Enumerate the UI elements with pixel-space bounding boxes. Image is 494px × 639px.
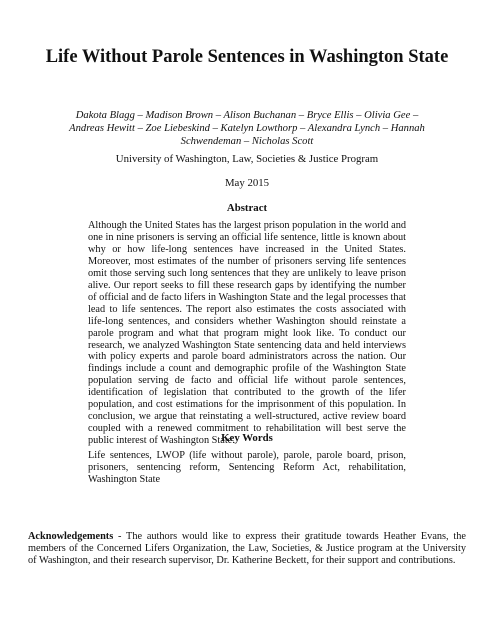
- keywords-body: Life sentences, LWOP (life without parole), parole, parole board, prison, prisoners, sentencing reform, Sentencing Reform Act, rehabilitation, Washington State: [88, 450, 406, 485]
- keywords-heading: Key Words: [221, 432, 273, 444]
- acknowledgements-label: Acknowledgements: [28, 531, 114, 542]
- abstract-heading: Abstract: [226, 202, 268, 214]
- affiliation: University of Washington, Law, Societies & Justice Program: [115, 153, 379, 165]
- acknowledgements: [28, 531, 466, 567]
- abstract-body: Although the United States has the largest prison population in the world and one in nine prisoners is serving an official life sentence, little is known about why or how life-long sentences have increased in the United States. Moreover, most estimates of the number of prisoners serving life sentences omit those serving such long sentences that they are unlikely to leave prison alive. Our report seeks to fill these research gaps by identifying the number of official and de facto lifers in Washington State and the legal processes that lead to life sentences. The report also estimates the costs associated with life-long sentences, and considers whether Washington should reinstate a parole program and what that program might look like. To conduct our research, we analyzed Washington State sentencing data and held interviews with policy experts and parole board administrators across the nation. Our findings include a count and demographic profile of the Washington State population serving de facto and official life without parole sentences, identification of legislation that contributed to the growth of the lifer population, and cost estimations for the imprisonment of this population. In conclusion, we argue that reinstating a well-structured, active review board coupled with a renewed commitment to rehabilitation will best serve the public interest of Washington State.: [88, 220, 406, 447]
- author-list: Dakota Blagg – Madison Brown – Alison Buchanan – Bryce Ellis – Olivia Gee – Andreas Hewitt – Zoe Liebeskind – Katelyn Lowthorp – Alexandra Lynch – Hannah Schwendeman – Nicholas Scott: [69, 110, 425, 147]
- publication-date: May 2015: [224, 177, 270, 189]
- paper-title: Life Without Parole Sentences in Washington State: [45, 47, 449, 67]
- acknowledgements-body: - The authors would like to express their gratitude towards Heather Evans, the members of the Concerned Lifers Organization, the Law, Societies, & Justice program at the University of Washington, and their research supervisor, Dr. Katherine Beckett, for their support and contributions.: [28, 531, 466, 567]
